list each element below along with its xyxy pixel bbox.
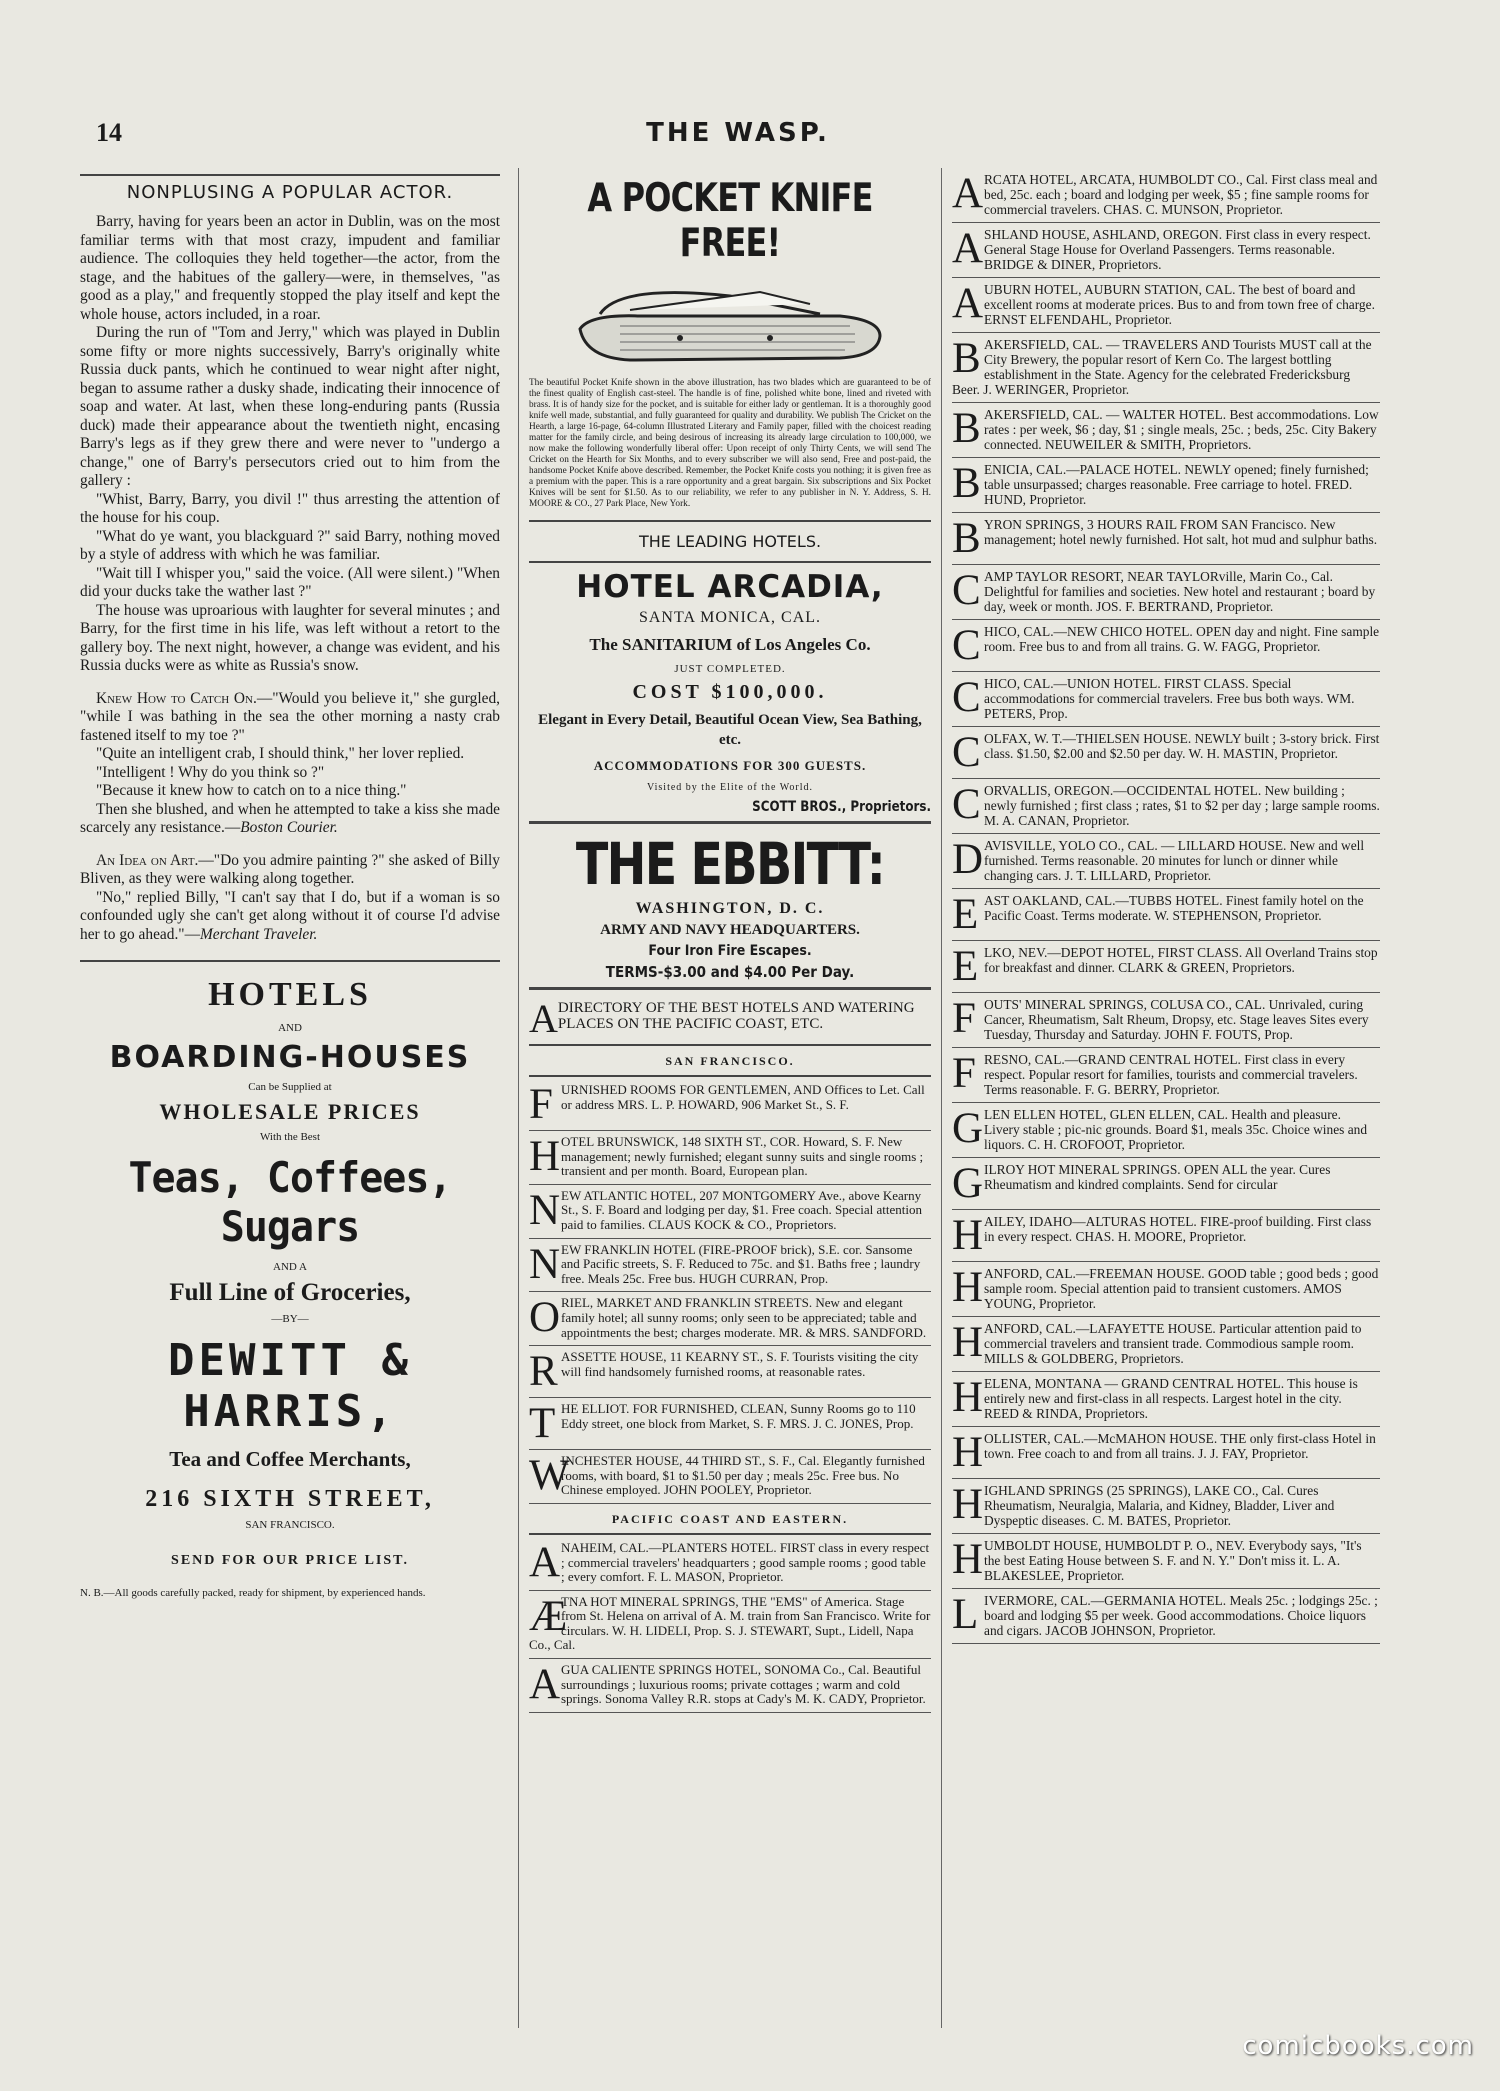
entry-text: AKERSFIELD, CAL. — WALTER HOTEL. Best accommodations. Low rates : per week, $6 ; day, $1 ; single meals, 25c. ; beds, 25c. City Bakery connected. NEUWEILER & SMITH, Proprietors. (984, 407, 1379, 452)
entry-initial: H (952, 1264, 984, 1311)
entry-initial: A (529, 1661, 561, 1709)
directory-entry (952, 168, 1380, 223)
entry-initial: H (952, 1429, 984, 1476)
column-center (518, 168, 942, 2028)
crab-line: "Because it knew how to catch on to a nice thing." (96, 782, 407, 799)
entry-text: LKO, NEV.—DEPOT HOTEL, FIRST CLASS. All Overland Trains stop for breakfast and dinner. CLARK & GREEN, Proprietors. (984, 945, 1378, 975)
entry-text: AST OAKLAND, CAL.—TUBBS HOTEL. Finest family hotel on the Pacific Coast. Terms moderate. W. STEPHENSON, Proprietor. (984, 893, 1364, 923)
directory-intro (529, 996, 931, 1041)
masthead: THE WASP. (646, 118, 830, 148)
entry-text: SHLAND HOUSE, ASHLAND, OREGON. First class in every respect. General Stage House for Overland Passengers. Terms reasonable. BRIDGE & DINER, Proprietors. (984, 227, 1371, 272)
column-right (952, 168, 1380, 2028)
visited-line: Visited by the Elite of the World. (647, 782, 813, 793)
watermark: comicbooks.com (1242, 2031, 1474, 2061)
crab-line: Then she blushed, and when he attempted to take a kiss she made scarcely any resistance.— (80, 800, 500, 836)
entry-text: HICO, CAL.—UNION HOTEL. FIRST CLASS. Special accommodations for commercial travelers. Free bus both ways. WM. PETERS, Prop. (984, 676, 1355, 721)
entry-initial: G (952, 1160, 984, 1207)
entry-text: ANFORD, CAL.—LAFAYETTE HOUSE. Particular attention paid to commercial travelers and transient trade. Commodious sample room. MILLS & GOLDBERG, Proprietors. (984, 1321, 1362, 1366)
entry-initial: C (952, 781, 981, 828)
divider (529, 561, 931, 563)
directory-entry (529, 1450, 931, 1504)
ad-teas: Teas, Coffees, Sugars (128, 1153, 452, 1251)
directory-entry (529, 1591, 931, 1659)
ad-by: —BY— (271, 1313, 309, 1325)
entry-initial: R (529, 1348, 558, 1396)
directory-entry (529, 1659, 931, 1713)
pacific-coast-listings (529, 1537, 931, 1713)
entry-initial: N (529, 1186, 561, 1234)
entry-text: ELENA, MONTANA — GRAND CENTRAL HOTEL. This house is entirely new and first-class in all respects. Largest hotel in the city. REED & RINDA, Proprietors. (984, 1376, 1358, 1421)
directory-entry (952, 1589, 1380, 1644)
crab-line: "Intelligent ! Why do you think so ?" (96, 763, 325, 781)
knife-ad-title: A POCKET KNIFE FREE! (587, 176, 873, 266)
entry-text: EW FRANKLIN HOTEL (FIRE-PROOF brick), S.E. cor. Sansome and Pacific streets, S. F. Reduced to 75c. and $1. Baths free ; laundry free. Meals 25c. Free bus. HUGH CURRAN, Prop. (561, 1241, 921, 1286)
entry-text: UBURN HOTEL, AUBURN STATION, CAL. The best of board and excellent rooms at moderate prices. Bus to and from town free of charge. ERNST ELFENDAHL, Proprietor. (984, 282, 1375, 327)
knife-ad-text: The beautiful Pocket Knife shown in the above illustration, has two blades which are guaranteed to be of the finest quality of English cast-steel. The handle is of fine, polished white bone, lined and riveted with brass. It is of handy size for the pocket, and is suitable for either lady or gentleman. It is a thoroughly good knife well made, substantial, and fully guaranteed for quality and durability. We publish The Cricket on the Hearth, a large 16-page, 64-column Illustrated Literary and Family paper, filled with the choicest reading matter for the family circle, and being desirous of increasing its already large circulation to 100,000, we now make the following wonderfully liberal offer: Upon receipt of only Thirty Cents, we will send The Cricket on the Hearth for Six Months, and to every subscriber we will also send, Free and post-paid, the handsome Pocket Knife above described. Remember, the Pocket Knife costs you nothing; it is given free as a premium with the paper. This is a rare opportunity and a great bargain. Six subscriptions and Six Pocket Knives will be sent for $1.50. As to our reliability, we refer to any publisher in N. Y. Address, S. H. MOORE & CO., 27 Park Place, New York. (529, 378, 931, 509)
art-title: An Idea on Art. (96, 851, 199, 869)
ebbitt-terms: TERMS-$3.00 and $4.00 Per Day. (605, 963, 855, 981)
divider (529, 821, 931, 824)
entry-text: AILEY, IDAHO—ALTURAS HOTEL. FIRE-proof building. First class in every respect. CHAS. H. MOORE, Proprietor. (984, 1214, 1372, 1244)
entry-initial: D (952, 836, 984, 883)
section-san-francisco: SAN FRANCISCO. (665, 1054, 795, 1068)
entry-text: RIEL, MARKET AND FRANKLIN STREETS. New and elegant family hotel; all sunny rooms; only seen to be appreciated; table and appointments the best; charges moderate. MR. & MRS. SANDFORD. (561, 1295, 927, 1340)
directory-entry (529, 1292, 931, 1346)
directory-entry (952, 993, 1380, 1048)
directory-entry (952, 1427, 1380, 1479)
ebbitt-army-navy: ARMY AND NAVY HEADQUARTERS. (600, 922, 860, 938)
directory-entry (952, 513, 1380, 565)
divider (529, 1533, 931, 1535)
entry-initial: H (529, 1133, 561, 1180)
entry-initial: C (952, 674, 981, 721)
ad-supplied: Can be Supplied at (248, 1081, 332, 1093)
scott-bros-line: SCOTT BROS., Proprietors. (752, 799, 931, 815)
entry-initial: C (952, 622, 981, 669)
pocket-knife-illustration (560, 274, 900, 374)
divider (529, 1044, 931, 1046)
art-line: —"Do you admire painting ?" she asked of Billy Bliven, as they were walking along together. (80, 851, 500, 887)
directory-entry (952, 1262, 1380, 1317)
ad-and-a: AND A (273, 1261, 307, 1273)
entry-initial: B (952, 460, 981, 507)
directory-entry (952, 565, 1380, 620)
entry-initial: H (952, 1374, 984, 1421)
entry-text: AMP TAYLOR RESORT, NEAR TAYLORville, Marin Co., Cal. Delightful for families and societies. New hotel and restaurant ; board by day, week or month. JOS. F. BERTRAND, Proprietor. (984, 569, 1376, 614)
page-header (88, 118, 1388, 158)
sanitarium-line: The SANITARIUM of Los Angeles Co. (589, 635, 871, 654)
art-line: "No," replied Billy, "I can't say that I do, but if a woman is so confounded ugly she can't get along without it of course I'd advise her to go ahead."— (80, 888, 500, 943)
entry-initial: H (952, 1481, 984, 1528)
entry-text: HICO, CAL.—NEW CHICO HOTEL. OPEN day and night. Fine sample room. Free bus to and from all trains. G. W. FAGG, Proprietor. (984, 624, 1380, 654)
ad-hotels: HOTELS (208, 976, 372, 1013)
directory-entry (952, 672, 1380, 727)
divider (529, 1075, 931, 1077)
directory-entry (952, 1372, 1380, 1427)
directory-text: DIRECTORY OF THE BEST HOTELS AND WATERING PLACES ON THE PACIFIC COAST, ETC. (557, 1000, 915, 1032)
entry-initial: N (529, 1240, 561, 1288)
entry-initial: H (952, 1212, 984, 1259)
section-pacific-coast: PACIFIC COAST AND EASTERN. (611, 1511, 849, 1526)
entry-initial: E (952, 943, 979, 990)
directory-entry (952, 1479, 1380, 1534)
ad-note: N. B.—All goods carefully packed, ready for shipment, by experienced hands. (80, 1587, 426, 1599)
directory-entry (952, 278, 1380, 333)
art-anecdote (80, 852, 500, 945)
entry-text: ILROY HOT MINERAL SPRINGS. OPEN ALL the year. Cures Rheumatism and kindred complaints. Send for circular (984, 1162, 1331, 1192)
entry-text: YRON SPRINGS, 3 HOURS RAIL FROM SAN Francisco. New management; hotel newly furnished. Hot salt, hot mud and sulphur baths. (984, 517, 1378, 547)
directory-entry (529, 1398, 931, 1450)
article-paragraph: During the run of "Tom and Jerry," which was played in Dublin some fifty or more nights successively, Barry's originally white Russia duck pants, which he continued to wear night after night, began to assume rather a dusky shade, indicating their innocence of soap and water. At last, when these long-enduring pants (Russia duck) made their appearance about the twentieth night, encasing Barry's legs as if they grew there and were never to "undergo a change," one of Barry's persecutors cried out to him from the gallery : (80, 324, 500, 489)
san-francisco-listings (529, 1079, 931, 1504)
ad-groceries: Full Line of Groceries, (169, 1279, 411, 1306)
directory-entry (529, 1185, 931, 1239)
article-body (80, 213, 500, 676)
entry-text: ENICIA, CAL.—PALACE HOTEL. NEWLY opened; finely furnished; table unsurpassed; charges reasonable. Free carriage to hotel. FRED. HUND, Proprietor. (984, 462, 1369, 507)
entry-initial: B (952, 405, 981, 452)
entry-initial: A (952, 225, 984, 272)
divider (529, 520, 931, 522)
entry-text: AKERSFIELD, CAL. — TRAVELERS AND Tourists MUST call at the City Brewery, the popular resort of Kern Co. The largest bottling establishment in the State. Agency for the celebrated Fredericksburg Beer. J. WERINGER, Proprietor. (952, 337, 1372, 397)
entry-text: NAHEIM, CAL.—PLANTERS HOTEL. FIRST class in every respect ; commercial travelers' headquarters ; good sample rooms ; good table ; every comfort. F. L. MASON, Proprietor. (561, 1539, 930, 1585)
directory-entry (529, 1079, 931, 1131)
divider (529, 987, 931, 990)
ad-wholesale: WHOLESALE PRICES (159, 1099, 421, 1124)
page-number: 14 (96, 118, 122, 147)
directory-entry (952, 941, 1380, 993)
crab-source: Boston Courier. (240, 819, 338, 836)
entry-text: ORVALLIS, OREGON.—OCCIDENTAL HOTEL. New building ; newly furnished ; first class ; rates, $1 to $2 per day ; large sample rooms. M. A. CANAN, Proprietor. (984, 783, 1380, 828)
directory-entry (952, 1103, 1380, 1158)
entry-initial: C (952, 729, 981, 776)
directory-entry (952, 223, 1380, 278)
entry-text: TNA HOT MINERAL SPRINGS, THE "EMS" of America. Stage from St. Helena on arrival of A. M. train from San Francisco. Write for circulars. W. H. LIDELI, Prop. S. J. STEWART, Supt., Lidell, Napa Co., Cal. (529, 1593, 931, 1653)
directory-initial: A (529, 996, 558, 1041)
entry-initial: H (952, 1536, 984, 1583)
entry-initial: C (952, 567, 981, 614)
grocery-advertisement (80, 976, 500, 1600)
entry-initial: F (952, 1050, 976, 1097)
entry-initial: T (529, 1400, 556, 1448)
entry-text: OLFAX, W. T.—THIELSEN HOUSE. NEWLY built ; 3-story brick. First class. $1.50, $2.00 and $2.50 per day. W. H. MASTIN, Proprietor. (984, 731, 1380, 761)
divider (80, 960, 500, 962)
entry-initial: A (529, 1538, 561, 1586)
directory-entry (952, 458, 1380, 513)
entry-text: ANFORD, CAL.—FREEMAN HOUSE. GOOD table ; good beds ; good sample room. Special attention paid to transient customers. AMOS YOUNG, Proprietor. (984, 1266, 1379, 1311)
art-source: Merchant Traveler. (199, 925, 318, 943)
directory-entry (952, 889, 1380, 941)
entry-initial: F (529, 1081, 553, 1128)
article-paragraph: "What do ye want, you blackguard ?" said Barry, nothing moved by a style of address with which he was familiar. (80, 527, 500, 563)
entry-initial: A (952, 170, 984, 217)
entry-text: IGHLAND SPRINGS (25 SPRINGS), LAKE CO., Cal. Cures Rheumatism, Neuralgia, Malaria, and Kidney, Bladder, Liver and Dyspeptic diseases. C. M. BATES, Proprietor. (984, 1483, 1335, 1528)
directory-entry (952, 333, 1380, 403)
entry-initial: E (952, 891, 979, 938)
entry-initial: F (952, 995, 976, 1042)
crab-line: "Quite an intelligent crab, I should think," her lover replied. (96, 745, 465, 762)
entry-initial: W (529, 1452, 570, 1500)
directory-entry (952, 1158, 1380, 1210)
entry-initial: A (952, 280, 984, 327)
hotel-arcadia-location: SANTA MONICA, CAL. (638, 609, 822, 626)
directory-entry (529, 1131, 931, 1185)
crab-anecdote (80, 690, 500, 838)
accommodations-line: ACCOMMODATIONS FOR 300 GUESTS. (593, 758, 867, 773)
directory-entry (529, 1537, 931, 1591)
crab-line: —"Would you believe it," she gurgled, "while I was bathing in the sea the other morning a nasty crab fastened itself to my toe ?" (80, 689, 500, 744)
directory-entry (952, 403, 1380, 458)
directory-entry (529, 1239, 931, 1293)
entry-text: OTEL BRUNSWICK, 148 SIXTH ST., COR. Howard, S. F. New management; newly furnished; elegant sunny suits and single rooms ; transient and per month. Board, European plan. (561, 1134, 924, 1179)
entry-initial: H (952, 1319, 984, 1366)
entry-text: RCATA HOTEL, ARCATA, HUMBOLDT CO., Cal. First class meal and bed, 25c. each ; board and lodging per week, $5 ; fine sample rooms for commercial travelers. CHAS. C. MUNSON, Proprietor. (984, 172, 1378, 217)
entry-text: UMBOLDT HOUSE, HUMBOLDT P. O., NEV. Everybody says, "It's the best Eating House between S. F. and N. Y." Don't miss it. L. A. BLAKESLEE, Proprietor. (984, 1538, 1362, 1583)
directory-entry (952, 834, 1380, 889)
entry-text: INCHESTER HOUSE, 44 THIRD ST., S. F., Cal. Elegantly furnished rooms, with board, $1 to $1.50 per day ; meals 25c. Free bus. No Chinese employed. JOHN POOLEY, Proprietor. (561, 1453, 925, 1498)
article-paragraph: Barry, having for years been an actor in Dublin, was on the most familiar terms with that most crazy, impudent and familiar audience. The colloquies they held together—the actor, from the stage, and the habitues of the gallery—were, in themselves, "as good as a play," and frequently stopped the play itself and kept the whole house, actors included, in a roar. (80, 213, 500, 323)
ad-boarding: BOARDING-HOUSES (109, 1040, 471, 1075)
entry-text: GUA CALIENTE SPRINGS HOTEL, SONOMA Co., Cal. Beautiful surroundings ; luxurious rooms; private cottages ; warm and cold springs. Sonoma Valley R.R. stops at Cady's M. K. CADY, Proprietor. (561, 1662, 926, 1707)
divider (80, 174, 500, 176)
leading-hotels-heading: THE LEADING HOTELS. (638, 532, 822, 551)
entry-initial: O (529, 1294, 561, 1342)
crab-title: Knew How to Catch On. (96, 689, 257, 707)
entry-text: IVERMORE, CAL.—GERMANIA HOTEL. Meals 25c. ; lodgings 25c. ; board and lodging $5 per week. Good accommodations. Choice liquors and cigars. JACOB JOHNSON, Proprietor. (984, 1593, 1378, 1638)
ad-and: AND (278, 1022, 302, 1034)
ebbitt-title: THE EBBITT: (575, 830, 885, 898)
hotel-directory-listings (952, 168, 1380, 1644)
cost-line: COST $100,000. (632, 681, 828, 703)
entry-text: OUTS' MINERAL SPRINGS, COLUSA CO., CAL. Unrivaled, curing Cancer, Rheumatism, Salt Rheum, Dropsy, etc. Stage leaves Sites every Tuesday, Thursday and Saturday. JOHN F. FOUTS, Prop. (984, 997, 1369, 1042)
article-paragraph: "Whist, Barry, Barry, you divil !" thus arresting the attention of the house for his coup. (80, 490, 500, 526)
entry-text: AVISVILLE, YOLO CO., CAL. — LILLARD HOUSE. New and well furnished. Terms reasonable. 20 minutes for lunch or dinner while changing cars. J. T. LILLARD, Proprietor. (984, 838, 1365, 883)
directory-entry (952, 1317, 1380, 1372)
entry-initial: B (952, 515, 981, 562)
entry-initial: G (952, 1105, 984, 1152)
entry-text: RESNO, CAL.—GRAND CENTRAL HOTEL. First class in every respect. Popular resort for families, tourists and commercial travelers. Terms reasonable. F. G. BERRY, Proprietor. (984, 1052, 1358, 1097)
directory-entry (952, 1534, 1380, 1589)
entry-text: LEN ELLEN HOTEL, GLEN ELLEN, CAL. Health and pleasure. Livery stable ; pic-nic grounds. Board $1, meals 35c. Choice wines and liquors. C. H. CROFOOT, Proprietor. (984, 1107, 1368, 1152)
directory-entry (952, 1210, 1380, 1262)
entry-text: EW ATLANTIC HOTEL, 207 MONTGOMERY Ave., above Kearny St., S. F. Board and lodging per day, $1. Free coach. Special attention paid to families. CLAUS KOCK & CO., Proprietors. (561, 1187, 922, 1232)
directory-entry (952, 727, 1380, 779)
elegant-line: Elegant in Every Detail, Beautiful Ocean View, Sea Bathing, etc. (538, 712, 922, 748)
entry-text: ASSETTE HOUSE, 11 KEARNY ST., S. F. Tourists visiting the city will find handsomely furnished rooms, at reasonable rates. (561, 1349, 919, 1379)
ebbitt-fire-escapes: Four Iron Fire Escapes. (648, 943, 812, 959)
just-completed: JUST COMPLETED. (674, 663, 786, 675)
entry-initial: Æ (529, 1592, 568, 1640)
article-title: NONPLUSING A POPULAR ACTOR. (126, 182, 454, 203)
ebbitt-location: WASHINGTON, D. C. (635, 900, 825, 917)
entry-initial: L (952, 1591, 979, 1638)
ad-city: SAN FRANCISCO. (245, 1519, 335, 1531)
directory-entry (952, 1048, 1380, 1103)
ad-tea-merchants: Tea and Coffee Merchants, (169, 1447, 411, 1471)
ad-with-best: With the Best (259, 1131, 321, 1143)
entry-initial: B (952, 335, 981, 382)
article-paragraph: "Wait till I whisper you," said the voice. (All were silent.) "When did your ducks take the wather last ?" (80, 564, 500, 600)
article-paragraph: The house was uproarious with laughter for several minutes ; and Barry, for the first time in his life, was left without a retort to the gallery boy. The next night, however, a change was evident, and his Russia ducks were as white as Russia's snow. (80, 601, 500, 674)
column-left (80, 168, 500, 2028)
entry-text: OLLISTER, CAL.—McMAHON HOUSE. THE only first-class Hotel in town. Free coach to and from all trains. J. J. FAY, Proprietor. (984, 1431, 1376, 1461)
ad-dewitt: DEWITT & HARRIS, (168, 1335, 412, 1437)
directory-entry (529, 1346, 931, 1398)
directory-entry (952, 620, 1380, 672)
ad-send-price-list: SEND FOR OUR PRICE LIST. (171, 1553, 409, 1568)
ad-street: 216 SIXTH STREET, (145, 1486, 435, 1512)
entry-text: HE ELLIOT. FOR FURNISHED, CLEAN, Sunny Rooms go to 110 Eddy street, one block from Market, S. F. MRS. J. C. JONES, Prop. (561, 1401, 916, 1431)
directory-entry (952, 779, 1380, 834)
entry-text: URNISHED ROOMS FOR GENTLEMEN, AND Offices to Let. Call or address MRS. L. P. HOWARD, 906 Market St., S. F. (561, 1082, 925, 1112)
hotel-arcadia-title: HOTEL ARCADIA, (576, 569, 884, 605)
